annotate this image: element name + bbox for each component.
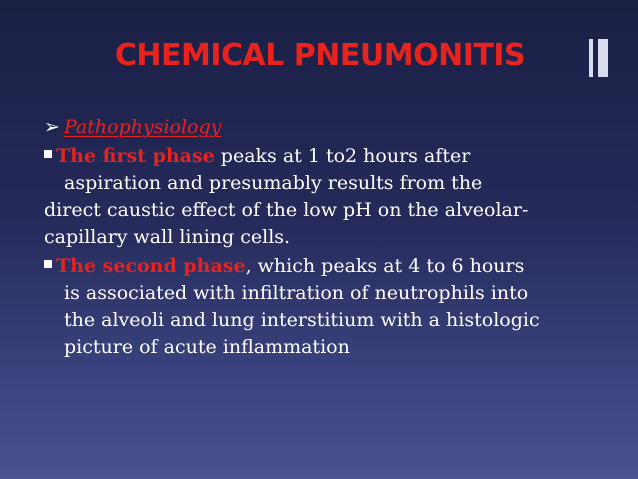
square-bullet-icon — [44, 150, 52, 158]
bullet-line: direct caustic effect of the low pH on the alveolar- — [44, 199, 529, 221]
heading-line — [44, 114, 604, 141]
bullet-line: is associated with infiltration of neutrophils into — [64, 282, 529, 304]
thick-bar — [598, 39, 608, 77]
bullet-text: , which peaks at 4 to 6 hours — [245, 255, 525, 277]
arrow-bullet-icon: ➢ — [44, 116, 60, 138]
square-bullet-icon — [44, 260, 52, 268]
corner-bars-decoration — [589, 39, 623, 77]
thin-bar — [589, 39, 593, 77]
bullet-second-phase — [44, 253, 604, 361]
section-heading: Pathophysiology — [64, 116, 222, 138]
second-phase-label: The second phase — [56, 255, 246, 277]
bullet-line: the alveoli and lung interstitium with a histologic — [64, 309, 540, 331]
slide-body — [44, 114, 604, 361]
bullet-line: capillary wall lining cells. — [44, 226, 291, 248]
bullet-line — [44, 253, 604, 280]
bullet-line — [44, 143, 604, 170]
bullet-line: picture of acute inflammation — [64, 336, 350, 358]
first-phase-label: The first phase — [56, 145, 215, 167]
bullet-line: aspiration and presumably results from the — [64, 172, 483, 194]
bullet-first-phase — [44, 143, 604, 251]
slide-title: CHEMICAL PNEUMONITIS — [114, 38, 526, 73]
bullet-text: peaks at 1 to2 hours after — [214, 145, 471, 167]
